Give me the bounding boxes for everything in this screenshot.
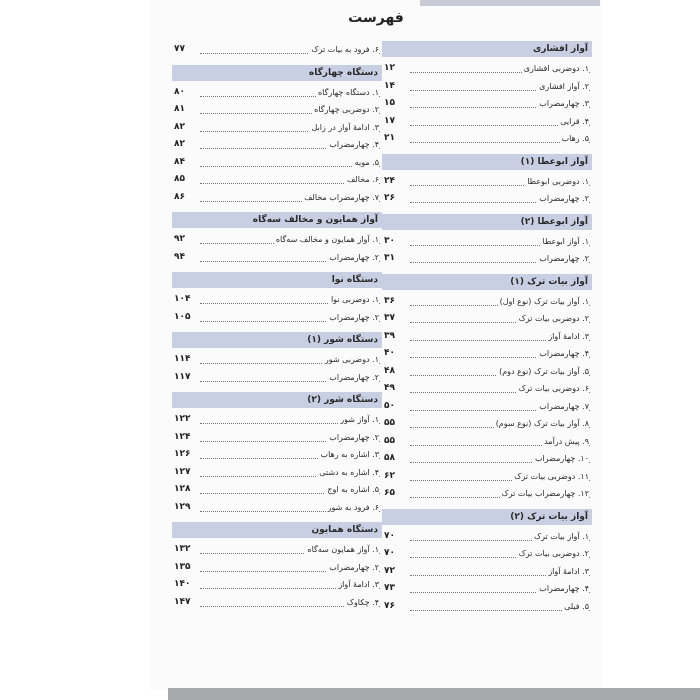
toc-entry[interactable] bbox=[172, 369, 382, 387]
entry-title: ۲. چهارمضراب bbox=[539, 254, 589, 263]
section-header: آواز افشاری bbox=[382, 41, 592, 57]
entry-page-number: ۱۰۴ bbox=[174, 294, 191, 304]
entry-page-number: ۱۴۷ bbox=[174, 596, 191, 607]
entry-page-number: ۱۲ bbox=[384, 63, 395, 73]
entry-page-number: ۱۳۵ bbox=[174, 561, 191, 572]
entry-page-number: ۳۹ bbox=[384, 330, 395, 341]
entry-page-number: ۷۰ bbox=[384, 548, 395, 558]
entry-title: ۲. چهارمضراب bbox=[539, 194, 589, 203]
entry-page-number: ۱۷ bbox=[384, 115, 395, 126]
entry-title: ۱. آواز ابوعطا bbox=[542, 236, 589, 246]
entry-title: ۱. آواز بیات ترک bbox=[533, 531, 589, 541]
entry-page-number: ۸۵ bbox=[174, 174, 185, 184]
section-header: دستگاه شور (۲) bbox=[172, 392, 382, 408]
toc-entry[interactable] bbox=[382, 190, 592, 208]
entry-page-number: ۳۱ bbox=[384, 253, 395, 263]
entry-page-number: ۷۲ bbox=[384, 565, 395, 576]
section-header: آواز بیات ترک (۲) bbox=[382, 509, 592, 525]
entry-title: ۵. مویه bbox=[354, 157, 379, 167]
toc-entry[interactable] bbox=[382, 78, 592, 96]
toc-entry[interactable] bbox=[172, 249, 382, 267]
entry-title: ۲. چهارمضراب bbox=[329, 252, 379, 262]
section-header: دستگاه چهارگاه bbox=[172, 65, 382, 81]
entry-page-number: ۶۲ bbox=[384, 470, 395, 481]
toc-entry[interactable] bbox=[172, 446, 382, 464]
toc-entry[interactable] bbox=[382, 173, 592, 191]
section-header: آواز همایون و مخالف سه‌گاه bbox=[172, 212, 382, 228]
section-header: آواز ابوعطا (۱) bbox=[382, 154, 592, 170]
entry-page-number: ۱۲۶ bbox=[174, 449, 191, 459]
toc-entry[interactable] bbox=[172, 231, 382, 249]
entry-title: ۲. دوضربی چهارگاه bbox=[314, 105, 379, 114]
toc-section bbox=[172, 392, 382, 516]
toc-section bbox=[172, 41, 382, 59]
entry-title: ۲. چهارمضراب bbox=[329, 372, 379, 382]
entry-title: ۷. چهارمضراب مخالف bbox=[304, 192, 379, 202]
entry-title: ۵. آواز بیات ترک (نوع دوم) bbox=[499, 366, 589, 376]
entry-title: ۱۰. چهارمضراب bbox=[534, 454, 589, 463]
entry-title: ۱. آواز همایون سه‌گاه bbox=[307, 545, 379, 554]
entry-title: ۹. پیش درآمد bbox=[544, 436, 589, 446]
toc-entry[interactable] bbox=[172, 464, 382, 482]
toc-section bbox=[382, 509, 592, 616]
toc-entry[interactable] bbox=[382, 415, 592, 433]
entry-page-number: ۱۲۷ bbox=[174, 466, 191, 477]
toc-entry[interactable] bbox=[172, 309, 382, 327]
toc-entry[interactable] bbox=[382, 233, 592, 251]
entry-page-number: ۵۵ bbox=[384, 418, 395, 428]
toc-entry[interactable] bbox=[382, 113, 592, 131]
entry-title: ۳. ادامهٔ آواز در زابل bbox=[311, 122, 379, 132]
toc-left-column bbox=[172, 41, 382, 617]
entry-page-number: ۱۴ bbox=[384, 80, 395, 91]
entry-page-number: ۱۲۴ bbox=[174, 431, 191, 442]
toc-entry[interactable] bbox=[382, 468, 592, 486]
entry-title: ۲. دوضربی بیات ترک bbox=[518, 549, 589, 558]
toc-entry[interactable] bbox=[172, 136, 382, 154]
toc-entry[interactable] bbox=[172, 559, 382, 577]
entry-title: ۱. دوضربی افشاری bbox=[523, 64, 589, 73]
entry-title: ۵. اشاره به اوج bbox=[327, 485, 379, 494]
section-header: دستگاه نوا bbox=[172, 272, 382, 288]
entry-title: ۳. ادامهٔ آواز bbox=[548, 566, 589, 576]
entry-page-number: ۱۵ bbox=[384, 98, 395, 108]
toc-section bbox=[172, 65, 382, 207]
entry-page-number: ۳۶ bbox=[384, 295, 395, 306]
entry-page-number: ۱۲۹ bbox=[174, 501, 191, 512]
toc-entry[interactable] bbox=[382, 398, 592, 416]
toc-entry[interactable] bbox=[382, 310, 592, 328]
toc-entry[interactable] bbox=[172, 351, 382, 369]
toc-section bbox=[172, 522, 382, 611]
entry-page-number: ۷۷ bbox=[174, 44, 185, 54]
entry-page-number: ۷۶ bbox=[384, 600, 395, 611]
entry-page-number: ۱۰۵ bbox=[174, 311, 191, 322]
entry-title: ۶. مخالف bbox=[347, 175, 379, 184]
entry-page-number: ۸۱ bbox=[174, 104, 185, 114]
entry-title: ۱. دوضربی ابوعطا bbox=[527, 176, 589, 186]
entry-page-number: ۸۲ bbox=[174, 121, 185, 132]
entry-page-number: ۵۰ bbox=[384, 400, 395, 411]
toc-entry[interactable] bbox=[382, 433, 592, 451]
toc-section bbox=[382, 154, 592, 208]
entry-page-number: ۶۵ bbox=[384, 488, 395, 498]
toc-entry[interactable] bbox=[172, 119, 382, 137]
entry-page-number: ۹۲ bbox=[174, 234, 185, 244]
toc-entry[interactable] bbox=[382, 528, 592, 546]
entry-title: ۴. چهارمضراب bbox=[329, 140, 379, 149]
toc-section bbox=[172, 212, 382, 266]
toc-entry[interactable] bbox=[382, 485, 592, 503]
entry-title: ۱. آواز بیات ترک (نوع اول) bbox=[499, 296, 589, 306]
toc-entry[interactable] bbox=[172, 541, 382, 559]
toc-entry[interactable] bbox=[172, 499, 382, 517]
toc-entry[interactable] bbox=[382, 60, 592, 78]
entry-title: ۱۲. چهارمضراب بیات ترک bbox=[501, 489, 589, 498]
entry-title: ۲. چهارمضراب bbox=[329, 562, 379, 572]
entry-title: ۶. فرود به بیات ترک bbox=[311, 45, 379, 54]
toc-entry[interactable] bbox=[172, 429, 382, 447]
entry-page-number: ۱۴۰ bbox=[174, 579, 191, 589]
toc-entry[interactable] bbox=[172, 594, 382, 612]
entry-page-number: ۲۱ bbox=[384, 133, 395, 143]
entry-title: ۲. چهارمضراب bbox=[329, 432, 379, 442]
entry-title: ۳. ادامهٔ آواز bbox=[548, 331, 589, 341]
entry-title: ۴. چهارمضراب bbox=[539, 584, 589, 593]
toc-section bbox=[382, 274, 592, 503]
section-header: آواز بیات ترک (۱) bbox=[382, 274, 592, 290]
toc-entry[interactable] bbox=[172, 189, 382, 207]
page-edge-shadow bbox=[420, 0, 600, 6]
entry-page-number: ۳۰ bbox=[384, 235, 395, 246]
entry-page-number: ۹۴ bbox=[174, 251, 185, 262]
toc-section bbox=[382, 41, 592, 148]
entry-page-number: ۴۹ bbox=[384, 383, 395, 393]
toc-section bbox=[172, 272, 382, 326]
entry-title: ۵. فیلی bbox=[564, 601, 589, 611]
entry-title: ۲. آواز افشاری bbox=[539, 81, 589, 91]
entry-page-number: ۸۴ bbox=[174, 156, 185, 167]
section-header: دستگاه همایون bbox=[172, 522, 382, 538]
toc-entry[interactable] bbox=[382, 598, 592, 616]
entry-title: ۸. آواز بیات ترک (نوع سوم) bbox=[495, 419, 589, 428]
toc-section bbox=[172, 332, 382, 386]
entry-page-number: ۱۲۲ bbox=[174, 414, 191, 424]
toc-entry[interactable] bbox=[382, 95, 592, 113]
toc-entry[interactable] bbox=[382, 293, 592, 311]
toc-entry[interactable] bbox=[382, 563, 592, 581]
toc-section bbox=[382, 214, 592, 268]
entry-page-number: ۳۷ bbox=[384, 313, 395, 323]
entry-page-number: ۵۵ bbox=[384, 435, 395, 446]
toc-entry[interactable] bbox=[382, 450, 592, 468]
entry-title: ۶. دوضربی بیات ترک bbox=[518, 384, 589, 393]
toc-entry[interactable] bbox=[382, 130, 592, 148]
toc-entry[interactable] bbox=[172, 291, 382, 309]
entry-title: ۳. چهارمضراب bbox=[539, 99, 589, 108]
toc-entry[interactable] bbox=[172, 41, 382, 59]
page-title: فهرست bbox=[348, 10, 404, 26]
entry-page-number: ۱۱۴ bbox=[174, 354, 191, 364]
section-header: آواز ابوعطا (۲) bbox=[382, 214, 592, 230]
entry-page-number: ۸۶ bbox=[174, 191, 185, 202]
entry-title: ۱. دستگاه چهارگاه bbox=[317, 87, 379, 97]
entry-page-number: ۸۲ bbox=[174, 139, 185, 149]
entry-title: ۴. چهارمضراب bbox=[539, 349, 589, 358]
entry-page-number: ۵۸ bbox=[384, 453, 395, 463]
entry-title: ۳. ادامهٔ آواز bbox=[338, 580, 379, 589]
entry-page-number: ۷۰ bbox=[384, 530, 395, 541]
entry-title: ۴. چکاوک bbox=[346, 597, 379, 607]
entry-page-number: ۸۰ bbox=[174, 86, 185, 97]
entry-title: ۶. فرود به شور bbox=[327, 502, 379, 512]
entry-title: ۴. اشاره به دشتی bbox=[319, 467, 379, 477]
toc-entry[interactable] bbox=[382, 580, 592, 598]
entry-title: ۴. قرایی bbox=[560, 116, 589, 126]
entry-title: ۵. رهاب bbox=[561, 134, 589, 143]
toc-entry[interactable] bbox=[172, 411, 382, 429]
toc-entry[interactable] bbox=[172, 576, 382, 594]
toc-entry[interactable] bbox=[382, 250, 592, 268]
entry-title: ۱. آواز شور bbox=[340, 415, 379, 424]
entry-page-number: ۷۳ bbox=[384, 583, 395, 593]
toc-entry[interactable] bbox=[172, 171, 382, 189]
toc-entry[interactable] bbox=[172, 154, 382, 172]
toc-entry[interactable] bbox=[382, 328, 592, 346]
entry-page-number: ۱۳۲ bbox=[174, 544, 191, 554]
toc-entry[interactable] bbox=[382, 345, 592, 363]
entry-page-number: ۴۰ bbox=[384, 348, 395, 358]
entry-title: ۷. چهارمضراب bbox=[539, 401, 589, 411]
entry-title: ۱. دوضربی نوا bbox=[330, 295, 379, 304]
entry-title: ۲. چهارمضراب bbox=[329, 312, 379, 322]
entry-title: ۱. دوضربی شور bbox=[324, 355, 379, 364]
toc-entry[interactable] bbox=[172, 481, 382, 499]
entry-title: ۱۱. دوضربی بیات ترک bbox=[514, 471, 589, 481]
toc-entry[interactable] bbox=[382, 363, 592, 381]
entry-title: ۱. آواز همایون و مخالف سه‌گاه bbox=[275, 235, 379, 244]
toc-entry[interactable] bbox=[172, 84, 382, 102]
entry-page-number: ۱۱۷ bbox=[174, 371, 191, 382]
section-header: دستگاه شور (۱) bbox=[172, 332, 382, 348]
entry-page-number: ۴۸ bbox=[384, 365, 395, 376]
entry-title: ۳. اشاره به رهاب bbox=[320, 450, 379, 459]
entry-title: ۲. دوضربی بیات ترک bbox=[518, 314, 589, 323]
toc-entry[interactable] bbox=[382, 380, 592, 398]
entry-page-number: ۲۴ bbox=[384, 175, 395, 186]
entry-page-number: ۱۲۸ bbox=[174, 484, 191, 494]
toc-right-column bbox=[382, 41, 592, 621]
toc-entry[interactable] bbox=[172, 101, 382, 119]
entry-page-number: ۲۶ bbox=[384, 193, 395, 203]
page-bottom-shadow bbox=[168, 688, 700, 700]
toc-entry[interactable] bbox=[382, 545, 592, 563]
